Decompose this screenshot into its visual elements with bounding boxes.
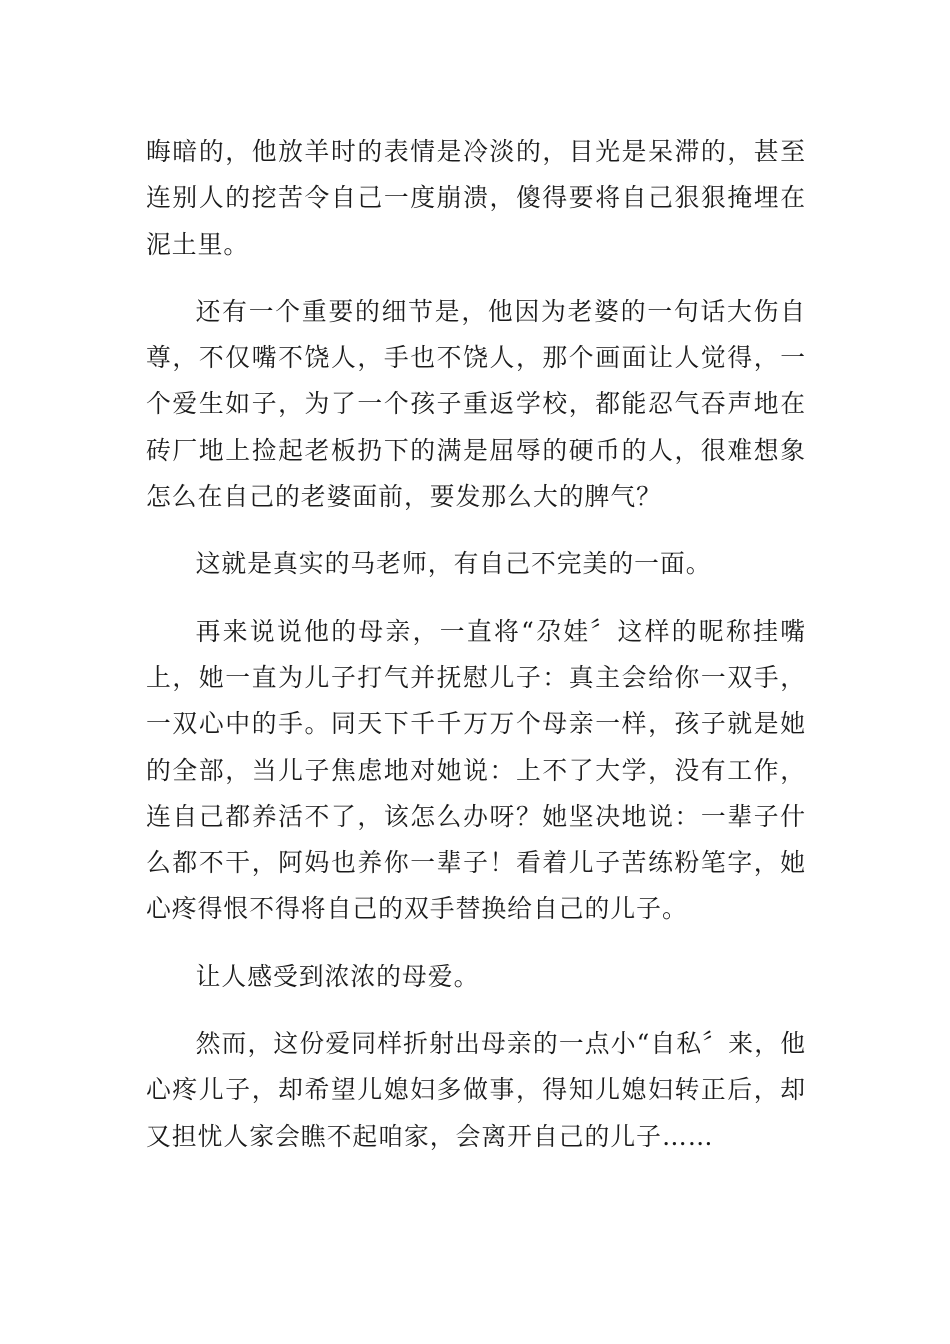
paragraph-2: 还有一个重要的细节是，他因为老婆的一句话大伤自尊，不仅嘴不饶人，手也不饶人，那个画面让人觉得，一个爱生如子，为了一个孩子重返学校，都能忍气吞声地在砖厂地上捡起老板扔下的满是屈辱的硬币的人，很难想象怎么在自己的老婆面前，要发那么大的脾气？: [146, 296, 806, 512]
paragraph-5: 让人感受到浓浓的母爱。: [195, 961, 480, 991]
paragraph-6: 然而，这份爱同样折射出母亲的一点小“自私〞来，他心疼儿子，却希望儿媳妇多做事，得知儿媳妇转正后，却又担忧人家会瞧不起咱家，会离开自己的儿子……: [146, 1029, 806, 1151]
paragraph-4: 再来说说他的母亲，一直将“尕娃〞这样的昵称挂嘴上，她一直为儿子打气并抚慰儿子：真主会给你一双手，一双心中的手。同天下千千万万个母亲一样，孩子就是她的全部，当儿子焦虑地对她说：上不了大学，没有工作，连自己都养活不了，该怎么办呀？她坚决地说：一辈子什么都不干，阿妈也养你一辈子！看着儿子苦练粉笔字，她心疼得恨不得将自己的双手替换给自己的儿子。: [146, 616, 806, 924]
document-body: [146, 129, 806, 1160]
paragraph-1: 晦暗的，他放羊时的表情是冷淡的，目光是呆滞的，甚至连别人的挖苦令自己一度崩溃，傻得要将自己狠狠掩埋在泥土里。: [146, 137, 806, 259]
paragraph-3: 这就是真实的马老师，有自己不完美的一面。: [195, 549, 712, 579]
